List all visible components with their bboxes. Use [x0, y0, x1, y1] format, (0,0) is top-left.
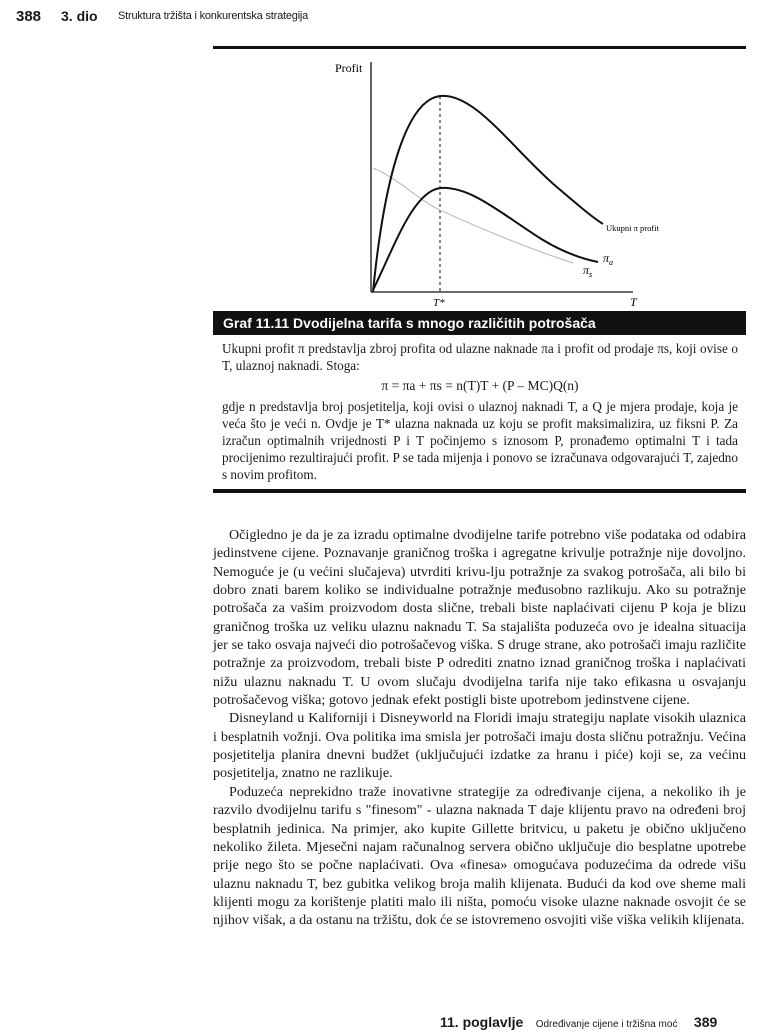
chapter-title: Struktura tržišta i konkurentska strategija: [118, 10, 309, 22]
profit-graph: [213, 50, 746, 312]
figure-bottom-rule: [213, 489, 746, 493]
figure-top-rule: [213, 46, 746, 49]
figure-caption: [222, 340, 738, 483]
curve-total-profit: [373, 96, 603, 292]
figure-caption-title: Graf 11.11 Dvodijelna tarifa s mnogo različitih potrošača: [213, 311, 746, 335]
page-header: [16, 8, 756, 30]
curve-pi-s: [373, 168, 573, 263]
body-paragraph-1: Očigledno je da je za izradu optimalne dvodijelne tarife potrebno više podataka od odabira jedinstvene cijene. Poznavanje graničnog troška i agregatne krivulje potražnje nije dovoljno. Nemoguće je (u većini slučajeva) utvrditi krivu-lju potražnje za svakog potrošača, ali bilo bi dobro znati barem koliko se individualne potražnje međusobno razlikuju. Ako su potražnje potrošača za vašim proizvodom dosta slične, trebali biste naplaćivati cijenu P koja je blizu graničnog troška uz veliku ulaznu naknadu T. Sa stajališta poduzeća ovo je idealna situacija jer se tako osvaja najveći dio potrošačevog viška. S druge strane, ako potrošači imaju različite potražnje za proizvodom, trebali biste P odrediti znatno iznad graničnog troška i naplaćivati nižu ulaznu naknadu T. U ovom slučaju dvodijelna tarifa nije tako efikasna u osvajanju potrošačevog viška; gotovo jednak efekt postigli biste upotrebom jedinstvene cijene.: [213, 527, 746, 709]
y-axis-label: Profit: [335, 61, 363, 75]
body-paragraph-3: Poduzeća neprekidno traže inovativne strategije za određivanje cijena, a nekoliko ih je razvilo dvodijelnu tarifu s "finesom" - ulazna naknada T daje klijentu pravo na određeni broj besplatnih jedinica. Na primjer, ako kupite Gillette britvicu, u paketu je obično uključeno nekoliko žileta. Mjesečni najam računalnog servera obično uključuje dio besplatne upotrebe prije nego što se počne naplaćivati. Ova «finesa» omogućava poduzećima da odrede višu ulaznu naknadu T, bez gubitka velikog broja malih klijenata. Budući da kod ove sheme mali klijenti mogu za korištenje platiti malo ili ništa, pomoću visoke ulazne naknade osvojit će se njihov višak, a da ostanu na tržištu, dok će se istovremeno osvojiti više viška velikih klijenata.: [213, 783, 746, 929]
caption-formula: π = πa + πs = n(T)T + (P – MC)Q(n): [381, 378, 579, 393]
label-total-profit: Ukupni π profit: [606, 223, 659, 233]
figure-graph: [213, 50, 746, 310]
x-axis-label: T: [630, 295, 637, 309]
body-paragraph-2: Disneyland u Kaliforniji i Disneyworld na Floridi imaju strategiju naplate visokih ulaznica i besplatnih vožnji. Ova politika ima smisla jer potrošači imaju dosta sličnu potražnju. Većina posjetitelja planira dnevni budžet (uključujući izdatke za hranu i piće) koji se, za većinu posjetitelja, znatno ne razlikuje.: [213, 710, 746, 782]
footer-page-number: 389: [693, 1014, 718, 1030]
page-footer: [440, 1014, 760, 1028]
caption-paragraph-2: gdje n predstavlja broj posjetitelja, koji ovisi o ulaznoj naknadi T, a Q je mjera prodaje, koja je veća što je veći n. Ovdje je T* ulazna naknada uz koju se profit maksimalizira, uz fiksni P. Za izračun optimalnih vrijednosti P i T počinjemo s iznosom P, pronađemo optimalni T i tada procijenimo rezultirajući profit. P se tada mijenja i ponovo se izračunava odgovarajući T, zajedno s novim profitom.: [222, 399, 738, 482]
label-pi-s: $\pi_s$: [583, 263, 593, 279]
curve-pi-a: [373, 188, 598, 290]
page-number: 388: [16, 8, 42, 25]
part-label: 3. dio: [61, 8, 98, 24]
body-text: [213, 526, 746, 930]
footer-chapter: 11. poglavlje: [440, 1014, 524, 1030]
caption-paragraph-1: Ukupni profit π predstavlja zbroj profita od ulazne naknade πa i profit od prodaje πs, koji ovise o T, ulaznoj naknadi. Stoga:: [222, 341, 738, 373]
footer-title: Određivanje cijene i tržišna moć: [535, 1019, 678, 1030]
label-pi-a: $\pi_a$: [603, 251, 614, 267]
t-star-label: T*: [433, 297, 445, 309]
